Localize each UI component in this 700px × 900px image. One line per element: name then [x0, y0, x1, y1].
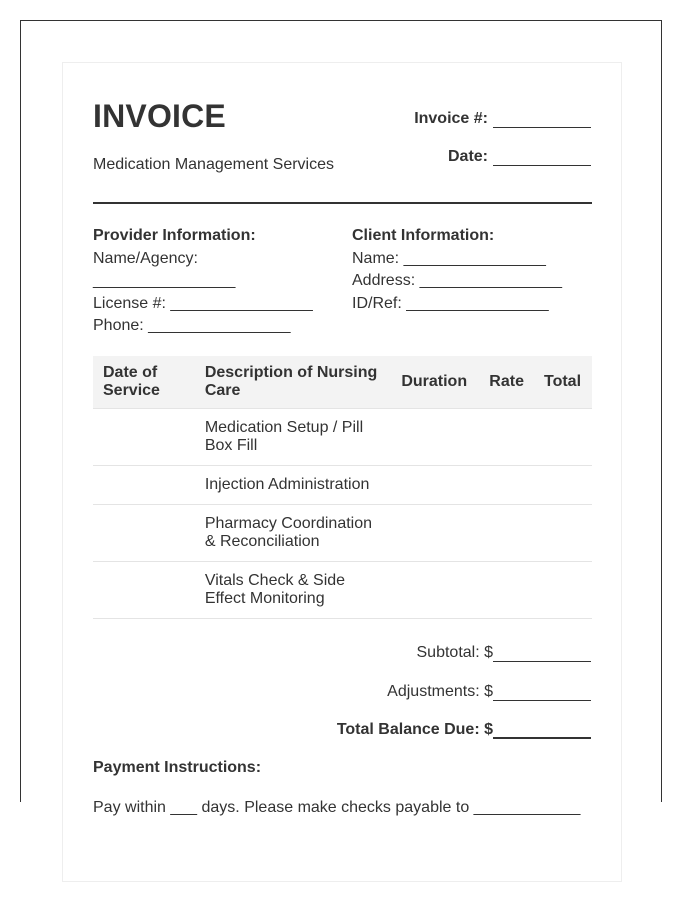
cell-description: Vitals Check & Side Effect Monitoring [195, 562, 391, 619]
provider-license-field[interactable]: License #: ________________ [93, 294, 313, 312]
cell-rate[interactable] [479, 562, 534, 619]
cell-duration[interactable] [391, 562, 479, 619]
invoice-number-row [414, 110, 591, 128]
provider-name-field[interactable]: ________________ [93, 272, 236, 289]
adjustments-label: Adjustments: $ [387, 683, 493, 700]
cell-description: Medication Setup / Pill Box Fill [195, 409, 391, 466]
cell-date[interactable] [93, 562, 195, 619]
provider-heading: Provider Information: [93, 227, 256, 244]
table-header-row [93, 356, 592, 409]
cell-date[interactable] [93, 466, 195, 505]
cell-duration[interactable] [391, 466, 479, 505]
client-info [352, 225, 592, 315]
cell-duration[interactable] [391, 505, 479, 562]
table-row [93, 505, 592, 562]
client-id-field[interactable]: ID/Ref: ________________ [352, 294, 549, 312]
invoice-date-label: Date: [447, 148, 488, 165]
table-row [93, 409, 592, 466]
cell-description: Pharmacy Coordination & Reconciliation [195, 505, 391, 562]
subtotal-field[interactable] [493, 646, 591, 662]
provider-phone-field[interactable]: Phone: ________________ [93, 317, 291, 334]
invoice-subtitle: Medication Management Services [93, 156, 335, 173]
cell-rate[interactable] [479, 466, 534, 505]
column-header-date: Date of Service [93, 356, 195, 409]
client-name-field[interactable]: Name: ________________ [352, 249, 546, 267]
provider-info [93, 225, 333, 338]
cell-total[interactable] [534, 562, 592, 619]
column-header-total: Total [534, 356, 592, 409]
invoice-date-row [448, 148, 591, 166]
header-divider [93, 202, 592, 204]
adjustments-field[interactable] [493, 685, 591, 701]
client-address-field[interactable]: Address: ________________ [352, 272, 562, 289]
total-due-row [337, 721, 591, 739]
cell-total[interactable] [534, 466, 592, 505]
client-heading: Client Information: [352, 227, 495, 244]
table-row [93, 466, 592, 505]
invoice-date-field[interactable] [493, 150, 591, 166]
column-header-rate: Rate [479, 356, 534, 409]
cell-total[interactable] [534, 505, 592, 562]
column-header-description: Description of Nursing Care [195, 356, 391, 409]
total-due-label: Total Balance Due: $ [336, 721, 493, 738]
cell-rate[interactable] [479, 409, 534, 466]
cell-date[interactable] [93, 505, 195, 562]
provider-name-label: Name/Agency: [93, 249, 198, 267]
payment-instructions-text: Pay within ___ days. Please make checks payable to ____________ [93, 799, 581, 816]
cell-description: Injection Administration [195, 466, 391, 505]
subtotal-row [417, 644, 592, 662]
invoice-title: INVOICE [93, 98, 226, 134]
table-row [93, 562, 592, 619]
column-header-duration: Duration [391, 356, 479, 409]
cell-rate[interactable] [479, 505, 534, 562]
services-table [93, 356, 592, 619]
payment-instructions-heading: Payment Instructions: [93, 759, 262, 776]
page-frame [20, 20, 662, 816]
total-due-field[interactable] [493, 723, 591, 739]
cell-total[interactable] [534, 409, 592, 466]
subtotal-label: Subtotal: $ [416, 644, 493, 661]
cell-duration[interactable] [391, 409, 479, 466]
invoice-number-field[interactable] [493, 112, 591, 128]
invoice-sheet [62, 62, 622, 882]
invoice-number-label: Invoice #: [414, 110, 488, 127]
cell-date[interactable] [93, 409, 195, 466]
adjustments-row [387, 683, 591, 701]
